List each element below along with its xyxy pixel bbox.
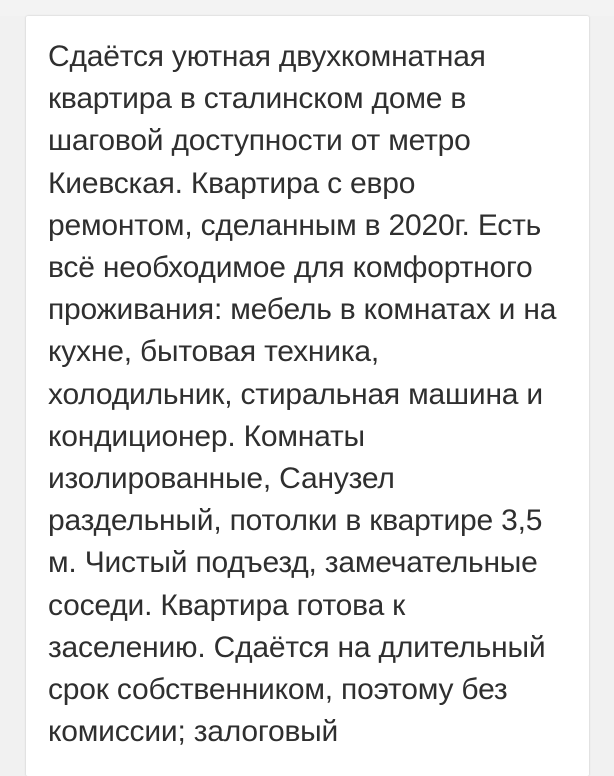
listing-description-card — [26, 16, 589, 776]
top-strip — [0, 0, 614, 16]
listing-description-text: Сдаётся уютная двухкомнатная квартира в сталинском доме в шаговой доступности от метро Киевская. Квартира с евро ремонтом, сделанным в 2020г. Есть всё необходимое для комфортного проживания: мебель в комнатах и на кухне, бытовая техника, холодильник, стиральная машина и кондиционер. Комнаты изолированные, Санузел раздельный, потолки в квартире 3,5 м. Чистый подъезд, замечательные соседи. Квартира готова к заселению. Сдаётся на длительный срок собственником, поэтому без комиссии; залоговый — [48, 40, 557, 749]
